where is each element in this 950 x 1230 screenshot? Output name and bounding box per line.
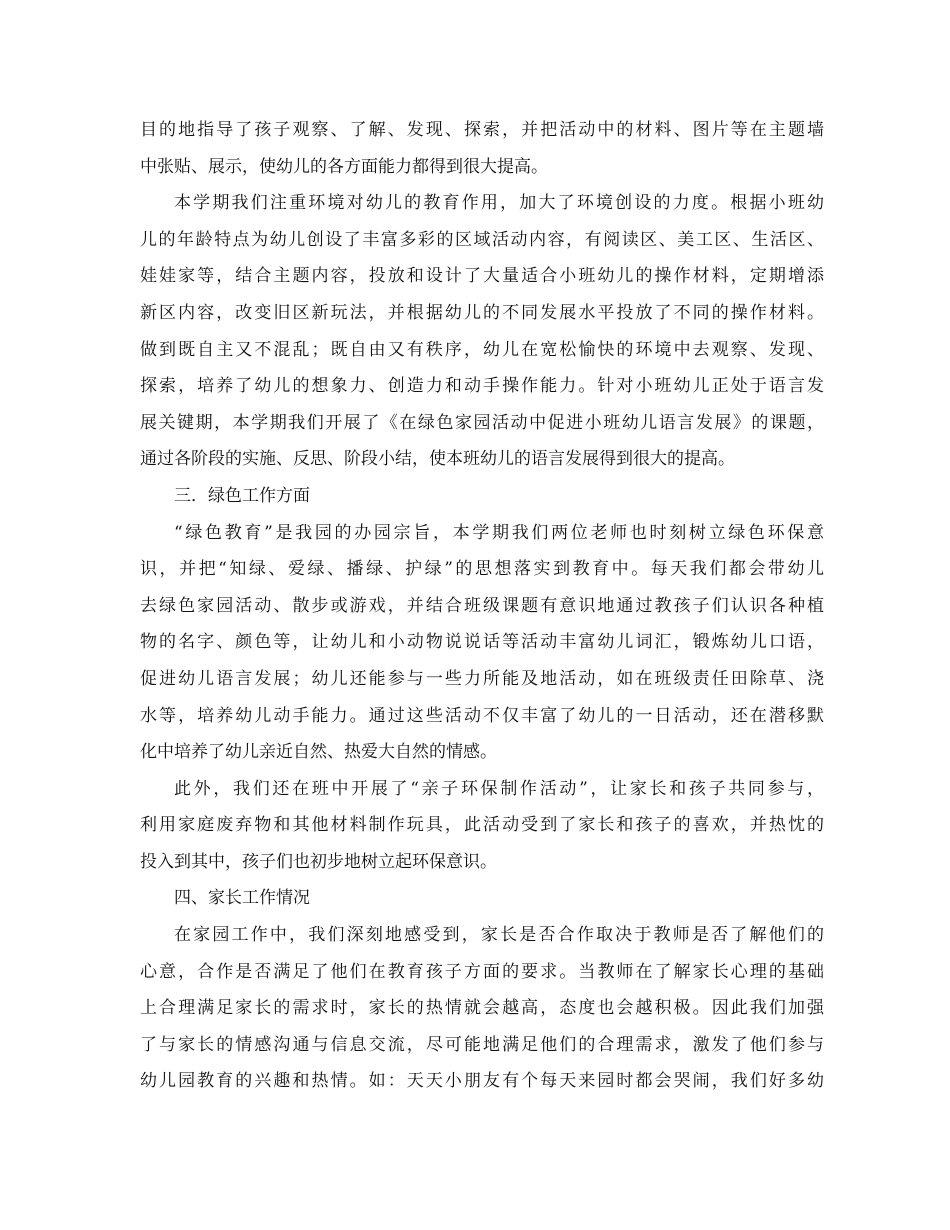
text-line: 上合理满足家长的需求时，家长的热情就会越高，态度也会越积极。因此我们加强	[140, 998, 824, 1019]
text-line: 利用家庭废弃物和其他材料制作玩具，此活动受到了家长和孩子的喜欢，并热忱的	[140, 815, 824, 836]
text-line: 心意，合作是否满足了他们在教育孩子方面的要求。当教师在了解家长心理的基础	[140, 961, 824, 982]
text-line: 本学期我们注重环境对幼儿的教育作用，加大了环境创设的力度。根据小班幼	[174, 193, 824, 214]
text-line: 水等，培养幼儿动手能力。通过这些活动不仅丰富了幼儿的一日活动，还在潜移默	[140, 705, 824, 726]
text-line: 物的名字、颜色等，让幼儿和小动物说说话等活动丰富幼儿词汇，锻炼幼儿口语，	[140, 632, 824, 653]
text-line: 化中培养了幼儿亲近自然、热爱大自然的情感。	[140, 742, 497, 763]
text-line: 通过各阶段的实施、反思、阶段小结，使本班幼儿的语言发展得到很大的提高。	[140, 449, 735, 470]
text-line: “绿色教育”是我园的办园宗旨，本学期我们两位老师也时刻树立绿色环保意	[174, 522, 824, 543]
text-line: 促进幼儿语言发展；幼儿还能参与一些力所能及地活动，如在班级责任田除草、浇	[140, 668, 824, 689]
text-line: 做到既自主又不混乱；既自由又有秩序，幼儿在宽松愉快的环境中去观察、发现、	[140, 339, 824, 360]
text-line: 儿的年龄特点为幼儿创设了丰富多彩的区域活动内容，有阅读区、美工区、生活区、	[140, 229, 824, 250]
text-line: 投入到其中，孩子们也初步地树立起环保意识。	[140, 851, 497, 872]
text-line: 识，并把“知绿、爱绿、播绿、护绿”的思想落实到教育中。每天我们都会带幼儿	[140, 559, 824, 580]
document-body	[140, 112, 824, 1100]
text-line: 幼儿园教育的兴趣和热情。如：天天小朋友有个每天来园时都会哭闹，我们好多幼	[140, 1071, 824, 1092]
text-line: 展关键期，本学期我们开展了《在绿色家园活动中促进小班幼儿语言发展》的课题，	[140, 412, 824, 433]
text-line: 去绿色家园活动、散步或游戏，并结合班级课题有意识地通过教孩子们认识各种植	[140, 595, 824, 616]
text-line: 探索，培养了幼儿的想象力、创造力和动手操作能力。针对小班幼儿正处于语言发	[140, 376, 824, 397]
text-line: 了与家长的情感沟通与信息交流，尽可能地满足他们的合理需求，激发了他们参与	[140, 1034, 824, 1055]
text-line: 娃娃家等，结合主题内容，投放和设计了大量适合小班幼儿的操作材料，定期增添	[140, 266, 824, 287]
text-line: 目的地指导了孩子观察、了解、发现、探索，并把活动中的材料、图片等在主题墙	[140, 120, 824, 140]
text-line: 此外，我们还在班中开展了“亲子环保制作活动”，让家长和孩子共同参与，	[174, 778, 824, 799]
text-line: 中张贴、展示，使幼儿的各方面能力都得到很大提高。	[140, 156, 548, 177]
text-line: 四、家长工作情况	[174, 888, 310, 909]
text-line: 在家园工作中，我们深刻地感受到，家长是否合作取决于教师是否了解他们的	[174, 925, 824, 946]
text-line: 三．绿色工作方面	[174, 485, 310, 506]
text-line: 新区内容，改变旧区新玩法，并根据幼儿的不同发展水平投放了不同的操作材料。	[140, 302, 824, 323]
